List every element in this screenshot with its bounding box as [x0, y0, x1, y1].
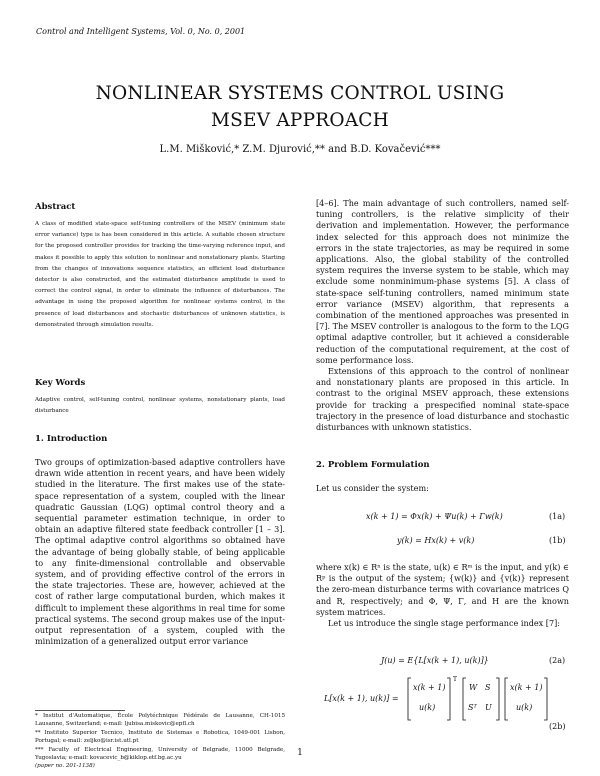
performance-intro: Let us introduce the single stage performance index [7]:	[328, 618, 560, 629]
problem-heading: 2. Problem Formulation	[316, 460, 430, 470]
matrix-ST: Sᵀ	[468, 703, 477, 712]
where-text: where x(k) ∈ Rⁿ is the state, u(k) ∈ Rᵐ is the input, and y(k) ∈ Rᵖ is the output of the system; {w(k)} and {v(k)} represent the zero-mean disturbance terms with covariance matrices Q and R, respectively; and Φ, Ψ, Γ, and H are the known system matrices.	[316, 562, 569, 617]
equation-1a-number: (1a)	[549, 512, 566, 521]
footnote-rule	[35, 710, 125, 711]
footnote-2: ** Instituto Superior Tecnico, Instituto de Sistemas e Robotica, 1049-001 Lisbon, Portugal; e-mail: zeljko@isr.ist.utl.pt	[35, 729, 285, 745]
abstract-heading: Abstract	[35, 202, 76, 212]
paper-number: (paper no. 201-1138)	[35, 763, 95, 770]
right-intro-continued	[316, 198, 569, 433]
vector-right-u: u(k)	[516, 703, 533, 712]
equation-2b-vector-left	[407, 677, 451, 721]
page-number: 1	[297, 748, 303, 758]
title-line-2: MSEV APPROACH	[211, 110, 389, 131]
problem-section	[316, 460, 569, 494]
equation-1a: x(k + 1) = Φx(k) + Ψu(k) + Γw(k)	[366, 512, 503, 521]
vector-left-x: x(k + 1)	[413, 683, 446, 692]
abstract-section	[35, 202, 285, 331]
equation-1b-number: (1b)	[549, 536, 566, 545]
matrix-W: W	[469, 683, 478, 692]
matrix-U: U	[485, 703, 492, 712]
equation-2a-number: (2a)	[549, 656, 566, 665]
right-paragraph-1: [4–6]. The main advantage of such controllers, named self-tuning controllers, is the relative simplicity of their derivation and implementation. However, the performance index selected for this approach does not minimize the errors in the state trajectories, as may be required in some applications. Also, the global stability of the controlled system requires the inverse system to be stable, which may exclude some nonminimum-phase systems [5]. A class of state-space self-tuning controllers, named minimum state error variance (MSEV) algorithm, that represents a combination of the mentioned approaches was presented in [7]. The MSEV controller is analogous to the form to the LQG optimal adaptive controller, but it achieved a considerable reduction of the computational requirement, at the cost of some performance loss.	[316, 198, 569, 365]
equation-1b: y(k) = Hx(k) + v(k)	[397, 536, 475, 545]
title-line-1: NONLINEAR SYSTEMS CONTROL USING	[95, 83, 505, 104]
abstract-text: A class of modified state-space self-tuning controllers of the MSEV (minimum state error variance) type is has been considered in this article. A suitable chosen structure for the proposed controller provides for tracking the time-varying reference input, and makes it possible to apply this solution to nonlinear and nonstationary plants. Starting from the changes of innovations sequence statistics, an efficient load disturbance detector is also constructed, and the estimated disturbance amplitude is used to correct the control signal, in order to eliminate the influence of disturbances. The advantage in using the proposed algorithm for nonlinear systems control, in the presence of load disturbances and stochastic disturbances of unknown statistics, is demonstrated through simulation results.	[35, 221, 285, 328]
footnote-1: * Institut d'Automatique, École Polytéchnique Fédérale de Lausanne, CH-1015 Lausanne, Switzerland; e-mail: ljubisa.miskovic@epfl.ch	[35, 713, 285, 728]
journal-header: Control and Intelligent Systems, Vol. 0, No. 0, 2001	[36, 27, 246, 36]
matrix-S: S	[485, 683, 491, 692]
paper-title	[0, 80, 600, 134]
equation-2b-number: (2b)	[549, 722, 566, 731]
where-text-block	[316, 562, 569, 629]
equation-2b-matrix	[462, 677, 500, 721]
equation-2b-vector-right	[504, 677, 548, 721]
intro-heading: 1. Introduction	[35, 434, 108, 444]
intro-section	[35, 434, 285, 647]
equation-2b-lhs: L[x(k + 1), u(k)] =	[324, 694, 399, 703]
vector-right-x: x(k + 1)	[510, 683, 543, 692]
keywords-section	[35, 378, 285, 417]
transpose-mark: T	[453, 676, 458, 683]
equation-2a: J(u) = E{L[x(k + 1), u(k)]}	[381, 656, 489, 665]
keywords-text: Adaptive control, self-tuning control, nonlinear systems, nonstationary plants, load disturbance	[35, 397, 285, 415]
footnotes	[35, 712, 285, 771]
authors: L.M. Mišković,* Z.M. Djurović,** and B.D. Kovačević***	[159, 144, 441, 155]
right-paragraph-2: Extensions of this approach to the control of nonlinear and nonstationary plants are proposed in this article. In contrast to the original MSEV approach, these extensions provide for tracking a prespecified nominal state-space trajectory in the presence of load disturbance and stochastic disturbances with unknown statistics.	[316, 366, 569, 433]
bracket-matrix	[462, 677, 500, 721]
vector-left-u: u(k)	[419, 703, 436, 712]
problem-intro: Let us consider the system:	[316, 483, 429, 493]
intro-text: Two groups of optimization-based adaptive controllers have drawn wide attention in recent years, and have been widely studied in the literature. The first makes use of the state-space representation of a system, coupled with the linear quadratic Gaussian (LQG) optimal control theory and a sequential parameter estimation technique, in order to obtain an adaptive filtered state feedback controller [1 – 3]. The optimal adaptive control algorithms so obtained have the advantage of being globally stable, of being applicable to any finite-dimensional controllable and observable system, and of providing effective control of the errors in the state trajectories. These are, however, achieved at the cost of rather large computational burden, which makes it difficult to implement these algorithms in real time for some practical systems. The second group makes use of the input-output representation of a system, coupled with the minimization of a generalized output error variance	[35, 457, 285, 647]
footnote-3: *** Faculty of Electrical Engineering, University of Belgrade, 11000 Belgrade, Yugoslavia; e-mail: kovacevic_b@kiklop.etf.bg.ac.yu	[35, 746, 285, 762]
keywords-heading: Key Words	[35, 378, 86, 388]
